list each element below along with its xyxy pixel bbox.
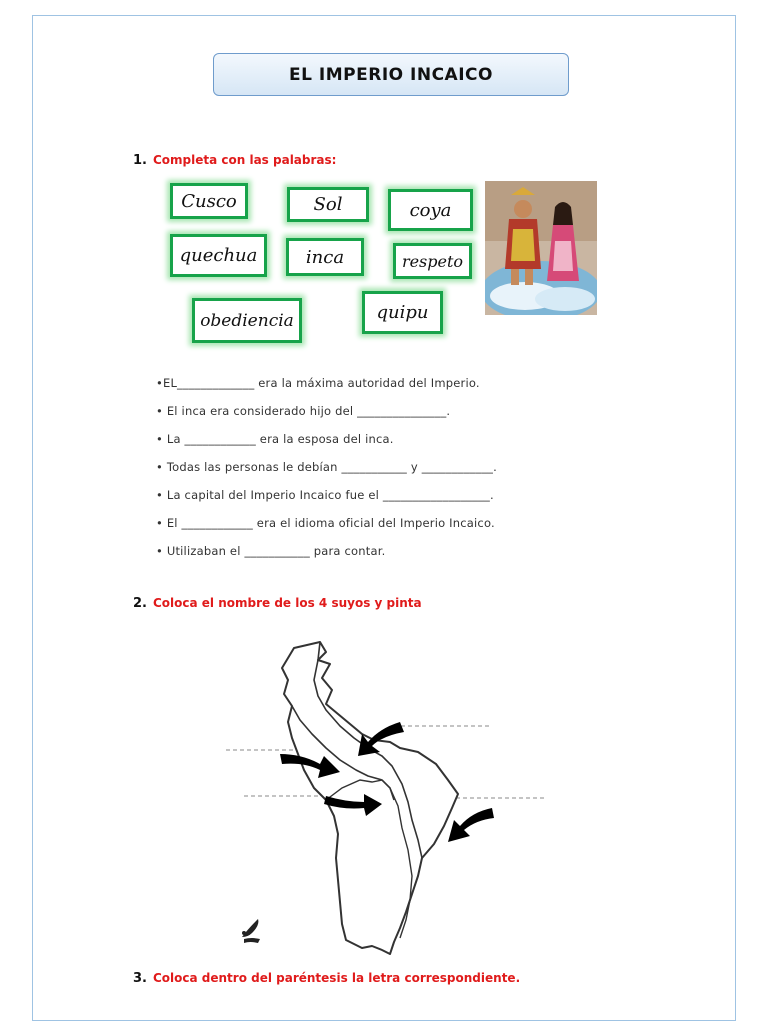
word-card-coya [388, 189, 473, 231]
word-card-respeto [393, 243, 472, 279]
sentence-1: •EL_____________ era la máxima autoridad del Imperio. [156, 376, 480, 390]
section-1-text: Completa con las palabras: [152, 153, 337, 167]
word-label: Cusco [181, 190, 237, 212]
inca-couple-illustration [485, 181, 597, 315]
word-label: quipu [376, 302, 429, 323]
word-label: obediencia [200, 310, 294, 331]
word-label: coya [409, 199, 452, 221]
section-1-heading [133, 153, 336, 168]
quill-stamp-icon [238, 915, 264, 945]
sentence-6: • El ____________ era el idioma oficial del Imperio Incaico. [156, 516, 495, 530]
word-card-cusco [170, 183, 248, 219]
word-label: quechua [179, 245, 258, 266]
section-3-text: Coloca dentro del paréntesis la letra correspondiente. [152, 971, 521, 985]
word-card-quipu [362, 291, 443, 334]
section-2-heading [133, 596, 422, 611]
section-2-text: Coloca el nombre de los 4 suyos y pinta [152, 596, 422, 610]
south-america-map [222, 630, 552, 960]
word-label: Sol [313, 194, 343, 215]
sentence-7: • Utilizaban el ___________ para contar. [156, 544, 386, 558]
section-2-number: 2. [133, 596, 147, 611]
word-card-sol [287, 187, 369, 222]
sentence-5: • La capital del Imperio Incaico fue el __________________. [156, 488, 494, 502]
sentence-3: • La ____________ era la esposa del inca. [156, 432, 394, 446]
word-card-quechua [170, 234, 267, 277]
word-card-obediencia [192, 298, 302, 343]
word-label: respeto [401, 251, 464, 271]
page-title: EL IMPERIO INCAICO [213, 53, 569, 96]
word-label: inca [305, 246, 345, 268]
section-3-number: 3. [133, 971, 147, 986]
word-card-inca [286, 238, 364, 276]
section-1-number: 1. [133, 153, 147, 168]
section-3-heading [133, 971, 520, 986]
sentence-2: • El inca era considerado hijo del _______________. [156, 404, 451, 418]
sentence-4: • Todas las personas le debían ___________ y ____________. [156, 460, 497, 474]
